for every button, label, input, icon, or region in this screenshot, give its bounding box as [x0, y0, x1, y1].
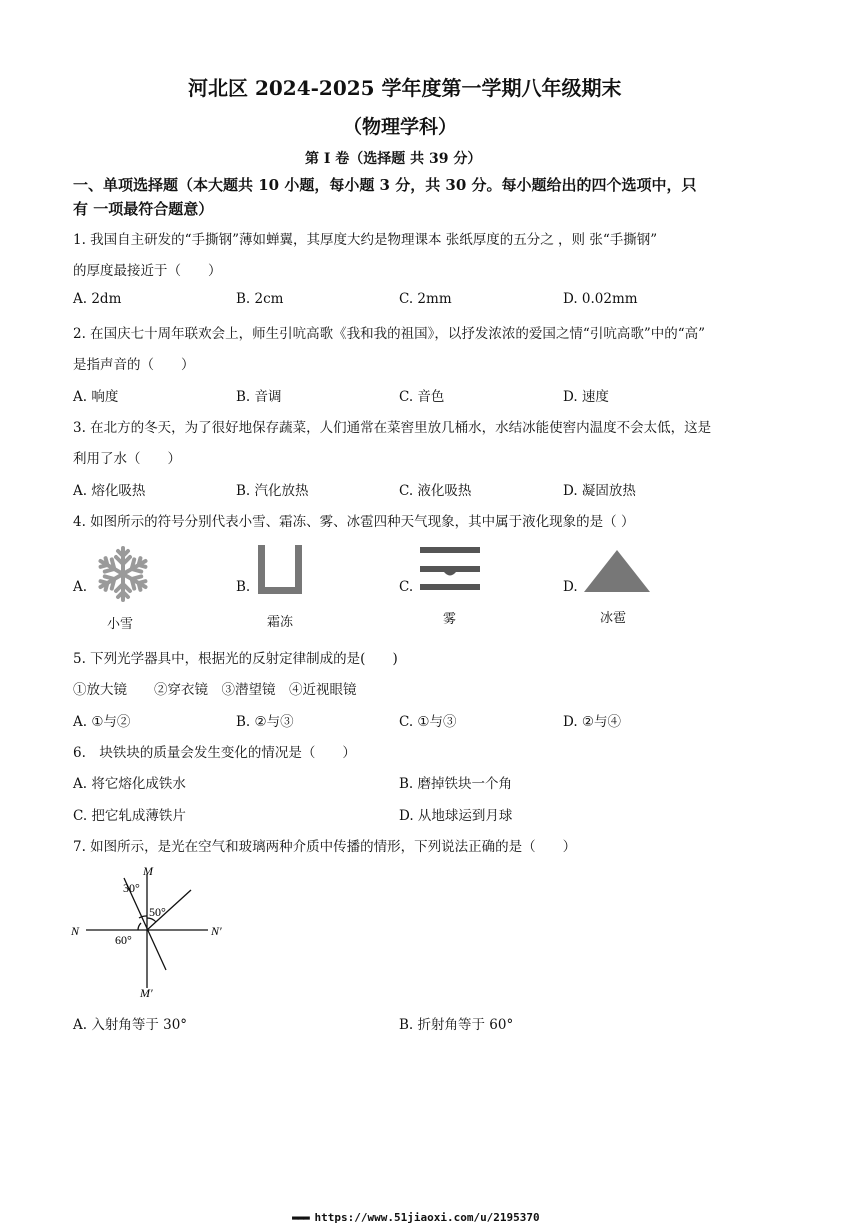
frost-symbol-icon	[255, 545, 305, 597]
q1-option-d: D. 0.02mm	[563, 291, 638, 307]
label-n-prime: N′	[211, 924, 222, 938]
angle-arc-60	[138, 923, 141, 930]
q5-option-b: B. ②与③	[236, 714, 294, 730]
q3-option-c: C. 液化吸热	[399, 483, 472, 499]
q4-caption-snow: 小雪	[107, 617, 134, 632]
page-subtitle: （物理学科）	[343, 116, 458, 138]
q2-stem-line2: 是指声音的（ ）	[73, 357, 195, 373]
q7-option-a: A. 入射角等于 30°	[73, 1017, 188, 1033]
label-50deg: 50°	[149, 905, 166, 919]
q4-option-b: B.	[236, 579, 251, 595]
q4-option-c: C.	[399, 579, 414, 595]
q2-option-a: A. 响度	[73, 389, 119, 405]
q6-option-b: B. 磨掉铁块一个角	[399, 776, 513, 792]
q6-option-c: C. 把它轧成薄铁片	[73, 808, 186, 824]
q4-caption-hail: 冰雹	[600, 611, 627, 626]
footer-logo: ▬▬▬	[292, 1211, 315, 1224]
q3-option-d: D. 凝固放热	[563, 483, 636, 499]
fog-symbol-icon	[420, 547, 482, 595]
q5-option-d: D. ②与④	[563, 714, 622, 730]
q5-stem-line1: 5. 下列光学器具中，根据光的反射定律制成的是( )	[73, 651, 398, 667]
q5-stem-line2: ①放大镜 ②穿衣镜 ③潜望镜 ④近视眼镜	[73, 682, 357, 698]
q1-stem-line1: 1. 我国自主研发的“手撕钢”薄如蝉翼，其厚度大约是物理课本 张纸厚度的五分之 ，则 张“手撕钢”	[73, 232, 658, 248]
section-heading-line1: 一、单项选择题（本大题共 10 小题，每小题 3 分，共 30 分。每小题给出的四个选项中，只	[73, 176, 697, 194]
q5-option-a: A. ①与②	[73, 714, 131, 730]
q2-option-d: D. 速度	[563, 389, 609, 405]
light-refraction-diagram	[66, 860, 236, 1000]
q2-stem-line1: 2. 在国庆七十周年联欢会上，师生引吭高歌《我和我的祖国》，以抒发浓浓的爱国之情“引吭高歌”中的“高”	[73, 326, 706, 342]
label-60deg: 60°	[115, 933, 132, 947]
q7-option-b: B. 折射角等于 60°	[399, 1017, 514, 1033]
q2-option-b: B. 音调	[236, 389, 282, 405]
angle-arc-30	[139, 916, 147, 918]
label-m-prime: M′	[140, 986, 153, 1000]
q3-stem-line1: 3. 在北方的冬天，为了很好地保存蔬菜，人们通常在菜窖里放几桶水，水结冰能使窖内温度不会太低，这是	[73, 420, 712, 436]
q4-stem: 4. 如图所示的符号分别代表小雪、霜冻、雾、冰雹四种天气现象，其中属于液化现象的是（ ）	[73, 514, 635, 530]
q4-caption-fog: 雾	[443, 612, 457, 627]
part-heading: 第 I 卷（选择题 共 39 分）	[305, 151, 482, 167]
q1-option-b: B. 2cm	[236, 291, 284, 307]
q1-stem-line2: 的厚度最接近于（ ）	[73, 263, 222, 279]
label-m: M	[143, 864, 153, 878]
q1-option-c: C. 2mm	[399, 291, 452, 307]
q6-stem: 6. 块铁块的质量会发生变化的情况是（ ）	[73, 745, 356, 761]
section-heading-line2: 有 一项最符合题意）	[73, 200, 214, 218]
q4-option-d: D.	[563, 579, 578, 595]
q7-stem: 7. 如图所示，是光在空气和玻璃两种介质中传播的情形，下列说法正确的是（ ）	[73, 839, 577, 855]
q6-option-a: A. 将它熔化成铁水	[73, 776, 186, 792]
hail-triangle-icon	[583, 549, 651, 593]
label-n: N	[71, 924, 80, 938]
q6-option-d: D. 从地球运到月球	[399, 808, 513, 824]
q5-option-c: C. ①与③	[399, 714, 457, 730]
footer-watermark	[292, 1211, 540, 1224]
label-30deg: 30°	[123, 881, 140, 895]
q3-option-b: B. 汽化放热	[236, 483, 309, 499]
q4-option-a: A.	[73, 579, 88, 595]
page-title: 河北区 2024-2025 学年度第一学期八年级期末	[188, 76, 622, 100]
q3-option-a: A. 熔化吸热	[73, 483, 146, 499]
q1-option-a: A. 2dm	[73, 291, 122, 307]
q2-option-c: C. 音色	[399, 389, 445, 405]
footer-url[interactable]: https://www.51jiaoxi.com/u/2195370	[314, 1211, 540, 1224]
q3-stem-line2: 利用了水（ ）	[73, 451, 181, 467]
snowflake-icon	[94, 544, 152, 604]
q4-caption-frost: 霜冻	[267, 615, 294, 630]
